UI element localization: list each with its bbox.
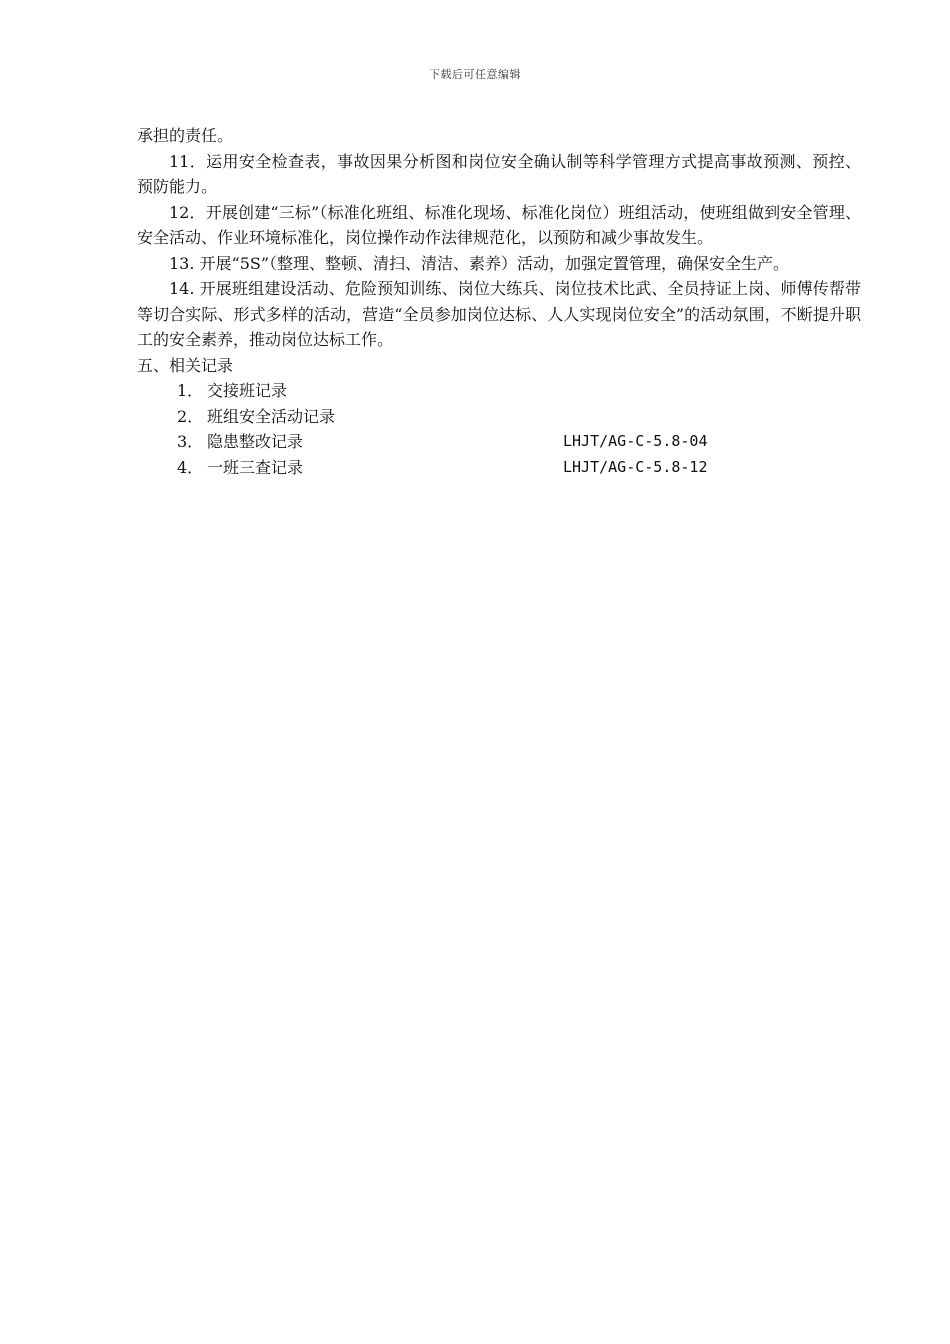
record-name: 交接班记录 (207, 381, 288, 400)
record-code: LHJT/AG-C-5.8-04 (563, 432, 708, 450)
record-number: 4． (177, 457, 204, 477)
record-name: 班组安全活动记录 (207, 406, 336, 426)
paragraph-item-14: 14. 开展班组建设活动、危险预知训练、岗位大练兵、岗位技术比武、全员持证上岗、师傅传帮带等切合实际、形式多样的活动，营造“全员参加岗位达标、人人实现岗位安全”的活动氛围，不断提升职工的安全素养，推动岗位达标工作。 (137, 279, 861, 349)
section-heading: 五、相关记录 (137, 355, 234, 375)
record-item (137, 404, 861, 430)
paragraph-item-12: 12．开展创建“三标”（标准化班组、标准化现场、标准化岗位）班组活动，使班组做到安全管理、安全活动、作业环境标准化，岗位操作动作法律规范化，以预防和减少事故发生。 (137, 202, 861, 247)
record-number: 3． (177, 432, 204, 451)
record-code: LHJT/AG-C-5.8-12 (563, 457, 708, 476)
record-item (137, 429, 861, 455)
paragraph-continuation: 承担的责任。 (137, 126, 234, 145)
document-body (137, 123, 861, 480)
record-name: 隐患整改记录 (207, 432, 304, 451)
record-number: 1． (177, 381, 204, 400)
page-header: 下载后可任意编辑 (429, 68, 521, 81)
record-number: 2． (177, 406, 204, 426)
record-item (137, 455, 861, 481)
record-name: 一班三查记录 (207, 457, 304, 477)
paragraph-item-13: 13. 开展“5S”（整理、整顿、清扫、清洁、素养）活动，加强定置管理，确保安全生产。 (169, 253, 790, 273)
record-item (137, 378, 861, 404)
paragraph-item-11: 11．运用安全检查表，事故因果分析图和岗位安全确认制等科学管理方式提高事故预测、预控、预防能力。 (137, 151, 861, 196)
